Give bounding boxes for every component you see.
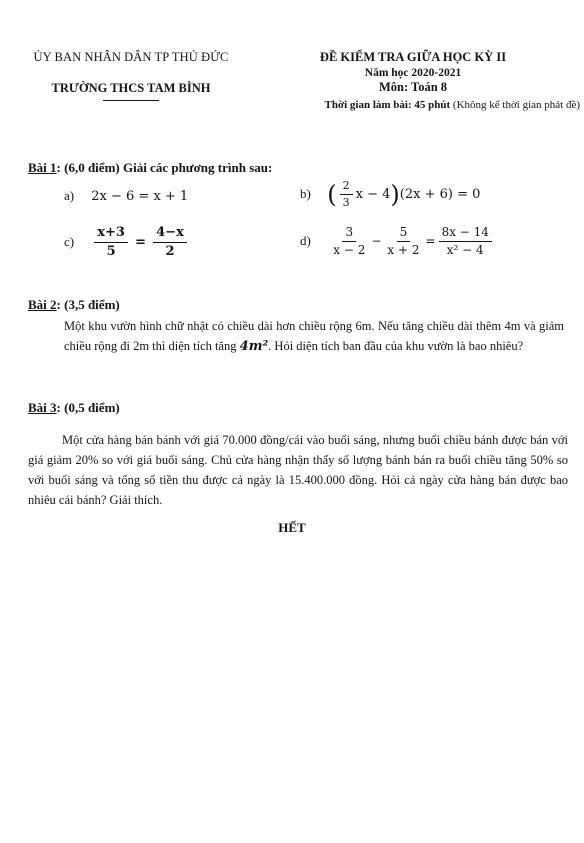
exam-title: ĐỀ KIỂM TRA GIỮA HỌC KỲ II <box>319 50 507 64</box>
problem2-area: 4m² <box>239 339 269 354</box>
problem1-c <box>64 226 190 260</box>
school-year: Năm học 2020-2021 <box>364 67 462 79</box>
problem2-text-after: . Hỏi diện tích ban đầu của khu vườn là bao nhiêu? <box>268 339 524 353</box>
problem1-b-factor: (2x + 6) = 0 <box>399 187 481 203</box>
problem1-d-eq: = <box>425 234 436 249</box>
problem1-b-label: b) <box>300 186 311 202</box>
problem1-d-f1-den: x − 2 <box>333 243 366 258</box>
problem1-b-equation: ( $\frac{2}{3}$ x − 4)(2x + 6) = 0 <box>327 179 481 210</box>
problem2-points: : (3,5 điểm) <box>56 297 120 312</box>
problem1-b-inner: x − 4 <box>355 187 391 203</box>
header-right <box>246 50 580 111</box>
problem1-c-eq: = <box>135 235 146 251</box>
problem1-a-equation: 2x − 6 = x + 1 <box>91 189 189 204</box>
problem1-b-frac-den: 3 <box>342 196 350 210</box>
problem1-c-rhs-den: 2 <box>165 244 175 260</box>
problem1-c-lhs-den: 5 <box>106 244 116 260</box>
problem1-d-f2-den: x + 2 <box>387 243 420 258</box>
problem1-d-f2-num: 5 <box>397 226 411 242</box>
problem1-d <box>300 226 495 257</box>
problem1-c-lhs-num: x+3 <box>94 226 128 243</box>
time-note: (Không kể thời gian phát đề) <box>452 99 580 111</box>
problem2-heading <box>28 297 120 313</box>
problem1-d-minus: − <box>371 234 382 249</box>
problem1-heading <box>28 160 272 176</box>
problem3-text <box>28 430 568 510</box>
problem1-d-f3-den: x² − 4 <box>446 243 484 258</box>
end-mark: HẾT <box>278 520 306 535</box>
problem2-text-before: Một khu vườn hình chữ nhật có chiều dài hơn chiều rộng 6m. Nếu tăng chiều dài thêm 4m và giảm chiều rộng đi 2m thì diện tích tăng <box>64 319 564 353</box>
time-limit <box>246 99 580 111</box>
problem1-c-label: c) <box>64 234 75 250</box>
problem1-a-label: a) <box>64 188 75 203</box>
school-underline <box>103 100 159 101</box>
problem3-body: Một cửa hàng bán bánh với giá 70.000 đồng/cái vào buổi sáng, nhưng buổi chiều bánh được bán với giá giảm 20% so với giá buổi sáng. Chủ cửa hàng nhận thấy số lượng bánh bán ra buổi chiều tăng 50% so với buổi sáng và tổng số tiền thu được cả ngày là 15.400.000 đồng. Hỏi cả ngày cửa hàng bán được bao nhiêu cái bánh? Giải thích. <box>28 433 568 507</box>
problem3-heading <box>28 400 120 416</box>
authority-name: ỦY BAN NHÂN DÂN TP THỦ ĐỨC <box>33 50 229 64</box>
problem1-number: Bài 1 <box>28 160 57 175</box>
school-name: TRƯỜNG THCS TAM BÌNH <box>51 81 211 95</box>
subject: Môn: Toán 8 <box>378 80 448 94</box>
problem2-number: Bài 2 <box>28 297 57 312</box>
problem1-d-f3-num: 8x − 14 <box>439 226 492 242</box>
problem1-d-label: d) <box>300 233 311 249</box>
problem1-points: : (6,0 điểm) Giải các phương trình sau: <box>56 160 273 175</box>
problem1-b <box>300 180 480 209</box>
header-left <box>6 50 256 101</box>
problem3-points: : (0,5 điểm) <box>56 400 120 415</box>
problem1-d-equation <box>327 225 495 258</box>
problem1-c-rhs-num: 4−x <box>153 226 187 243</box>
time-label: Thời gian làm bài: 45 phút <box>324 99 451 111</box>
problem2-text <box>64 316 564 357</box>
problem3-number: Bài 3 <box>28 400 57 415</box>
problem1-c-equation <box>91 225 190 260</box>
problem1-d-f1-num: 3 <box>342 226 356 242</box>
problem1-b-frac-num: 2 <box>340 180 353 195</box>
problem1-a <box>64 188 188 204</box>
